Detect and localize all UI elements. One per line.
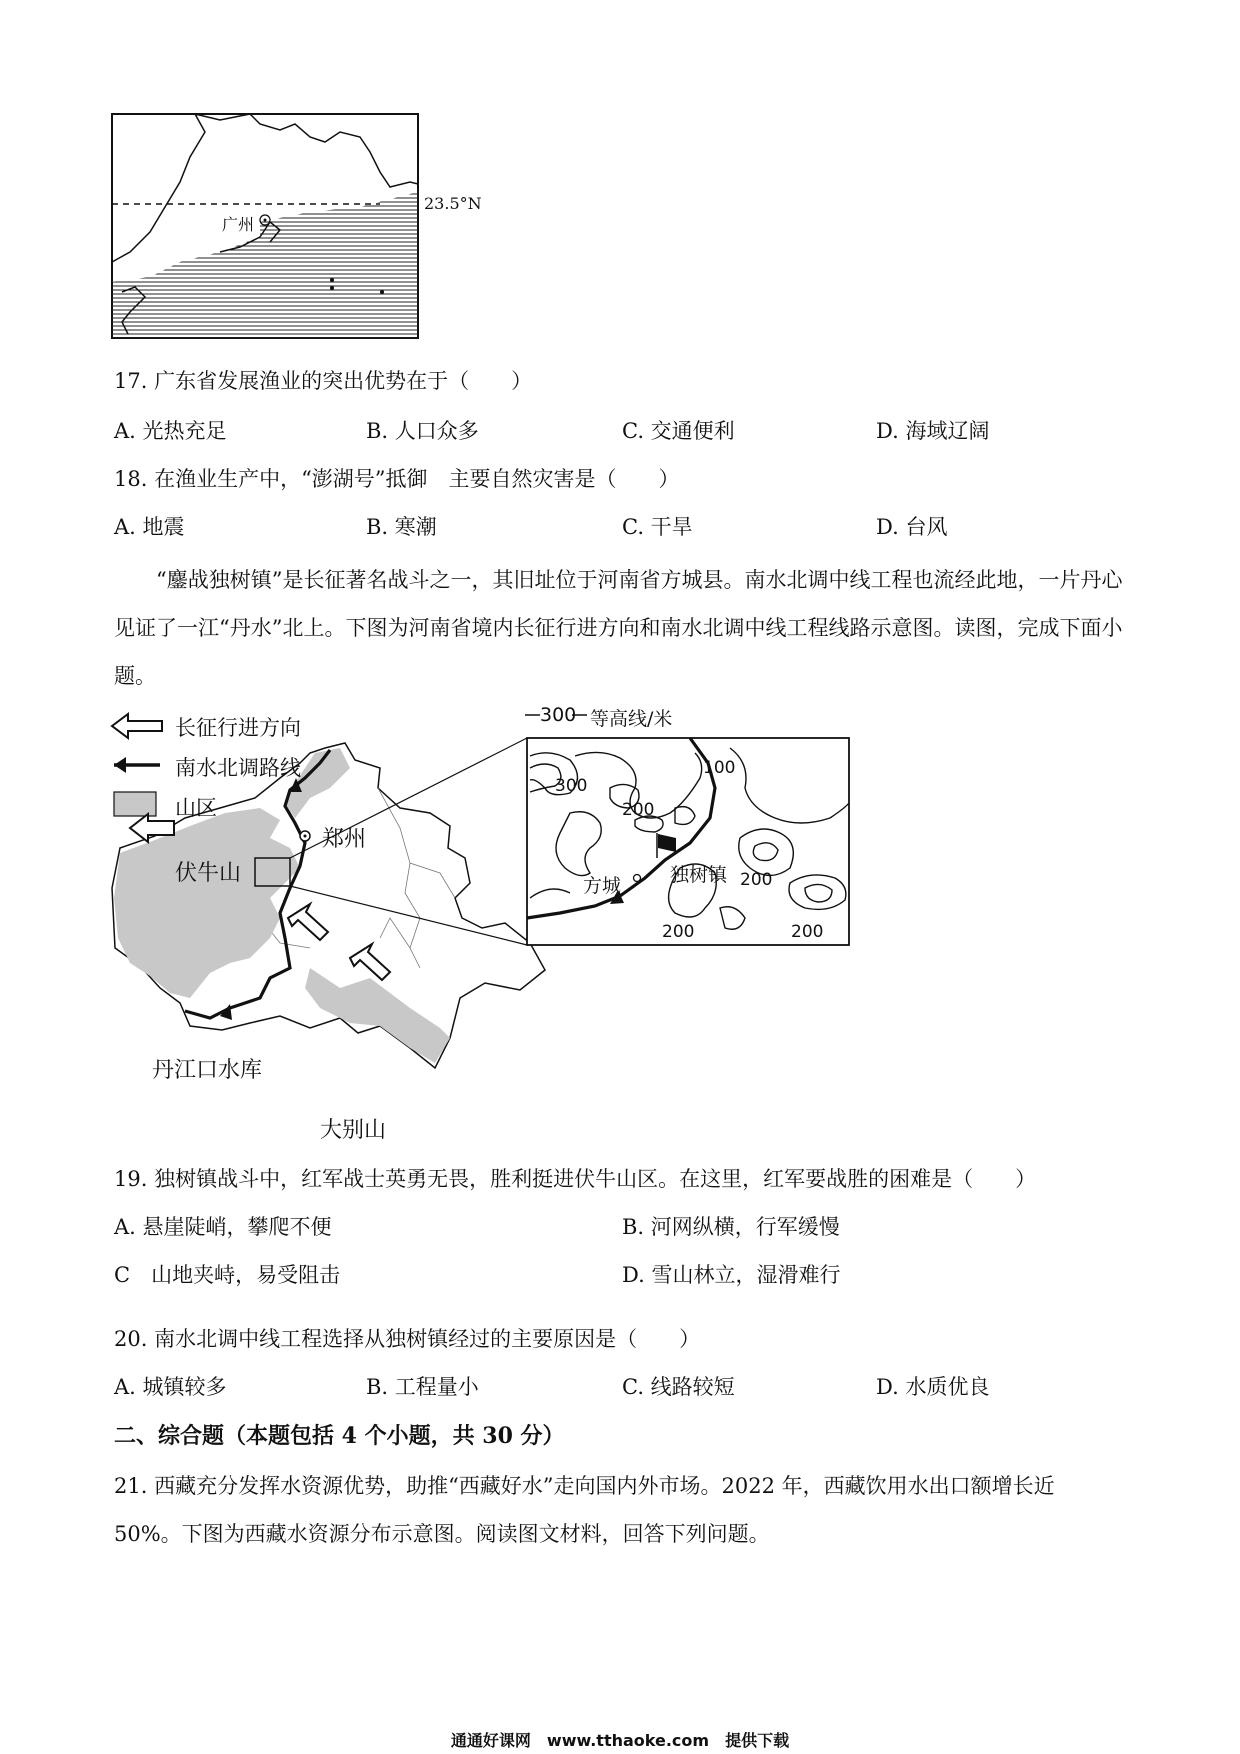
footer-watermark: 通通好课网 www.tthaoke.com 提供下载 xyxy=(450,1731,790,1750)
funiu-label: 伏牛山 xyxy=(175,861,242,886)
inset-contour-label: 100 xyxy=(703,758,736,778)
q19-option-a[interactable]: A. 悬崖陡峭，攀爬不便 xyxy=(114,1215,332,1239)
tropic-label: 23.5°N xyxy=(424,194,482,213)
q19-option-c[interactable]: C 山地夹峙，易受阻击 xyxy=(114,1263,341,1287)
legend-march-label: 长征行进方向 xyxy=(175,716,301,740)
q20-option-d[interactable]: D. 水质优良 xyxy=(876,1375,990,1399)
passage-dushuzhen: “鏖战独树镇”是长征著名战斗之一，其旧址位于河南省方城县。南水北调中线工程也流经此地，一片丹心见证了一江“丹水”北上。下图为河南省境内长征行进方向和南水北调中线工程线路示意图。读图，完成下面小题。 xyxy=(114,568,1123,688)
q17-stem: 17. 广东省发展渔业的突出优势在于（ ） xyxy=(114,369,533,393)
legend-route-symbol xyxy=(114,757,160,773)
q20-option-a[interactable]: A. 城镇较多 xyxy=(114,1375,227,1399)
island-dot xyxy=(380,290,384,294)
inset-contour-label: 200 xyxy=(622,800,655,820)
dushuzhen-label: 独树镇 xyxy=(670,864,728,886)
q17-option-b[interactable]: B. 人口众多 xyxy=(366,419,479,443)
legend-contour-sample: 300 xyxy=(540,704,577,726)
guangzhou-label: 广州 xyxy=(222,215,255,234)
inset-contour-label: 200 xyxy=(740,870,773,890)
legend-mountain-swatch xyxy=(114,792,156,816)
fangcheng-marker xyxy=(634,875,641,882)
guangdong-map xyxy=(110,112,482,342)
legend-mountain-label: 山区 xyxy=(175,796,217,820)
q18-option-c[interactable]: C. 干旱 xyxy=(622,515,693,539)
inset-contour-label: 200 xyxy=(791,922,824,942)
q20-stem: 20. 南水北调中线工程选择从独树镇经过的主要原因是（ ） xyxy=(114,1327,701,1351)
section-2-title: 二、综合题（本题包括 4 个小题，共 30 分） xyxy=(114,1423,565,1449)
legend-contour-label: 等高线/米 xyxy=(590,708,673,730)
legend-route-label: 南水北调路线 xyxy=(175,756,301,780)
q17-option-d[interactable]: D. 海域辽阔 xyxy=(876,419,990,443)
fangcheng-label: 方城 xyxy=(583,875,622,897)
island-dot xyxy=(330,286,334,290)
q19-option-d[interactable]: D. 雪山林立，湿滑难行 xyxy=(622,1263,841,1287)
inset-contour-label: 300 xyxy=(555,776,588,796)
q20-option-c[interactable]: C. 线路较短 xyxy=(622,1375,735,1399)
zhengzhou-label: 郑州 xyxy=(322,827,367,852)
q18-stem: 18. 在渔业生产中，“澎湖号”抵御 主要自然灾害是（ ） xyxy=(114,467,680,491)
q18-option-b[interactable]: B. 寒潮 xyxy=(366,515,437,539)
henan-map xyxy=(110,704,960,1148)
q19-stem: 19. 独树镇战斗中，红军战士英勇无畏，胜利挺进伏牛山区。在这里，红军要战胜的困难是（ ） xyxy=(114,1167,1037,1191)
q18-option-d[interactable]: D. 台风 xyxy=(876,515,948,539)
island-dot xyxy=(330,278,334,282)
q17-option-a[interactable]: A. 光热充足 xyxy=(114,419,227,443)
q17-option-c[interactable]: C. 交通便利 xyxy=(622,419,735,443)
inset-contour-label: 200 xyxy=(662,922,695,942)
q21-line-2: 50%。下图为西藏水资源分布示意图。阅读图文材料，回答下列问题。 xyxy=(114,1522,770,1546)
danjiang-label: 丹江口水库 xyxy=(152,1058,263,1083)
q20-option-b[interactable]: B. 工程量小 xyxy=(366,1375,479,1399)
legend-march-arrow xyxy=(112,714,162,738)
q21-line-1: 21. 西藏充分发挥水资源优势，助推“西藏好水”走向国内外市场。2022 年，西藏饮用水出口额增长近 xyxy=(114,1474,1055,1498)
q18-option-a[interactable]: A. 地震 xyxy=(114,515,185,539)
q19-option-b[interactable]: B. 河网纵横，行军缓慢 xyxy=(622,1215,840,1239)
dabie-label: 大别山 xyxy=(320,1118,387,1143)
